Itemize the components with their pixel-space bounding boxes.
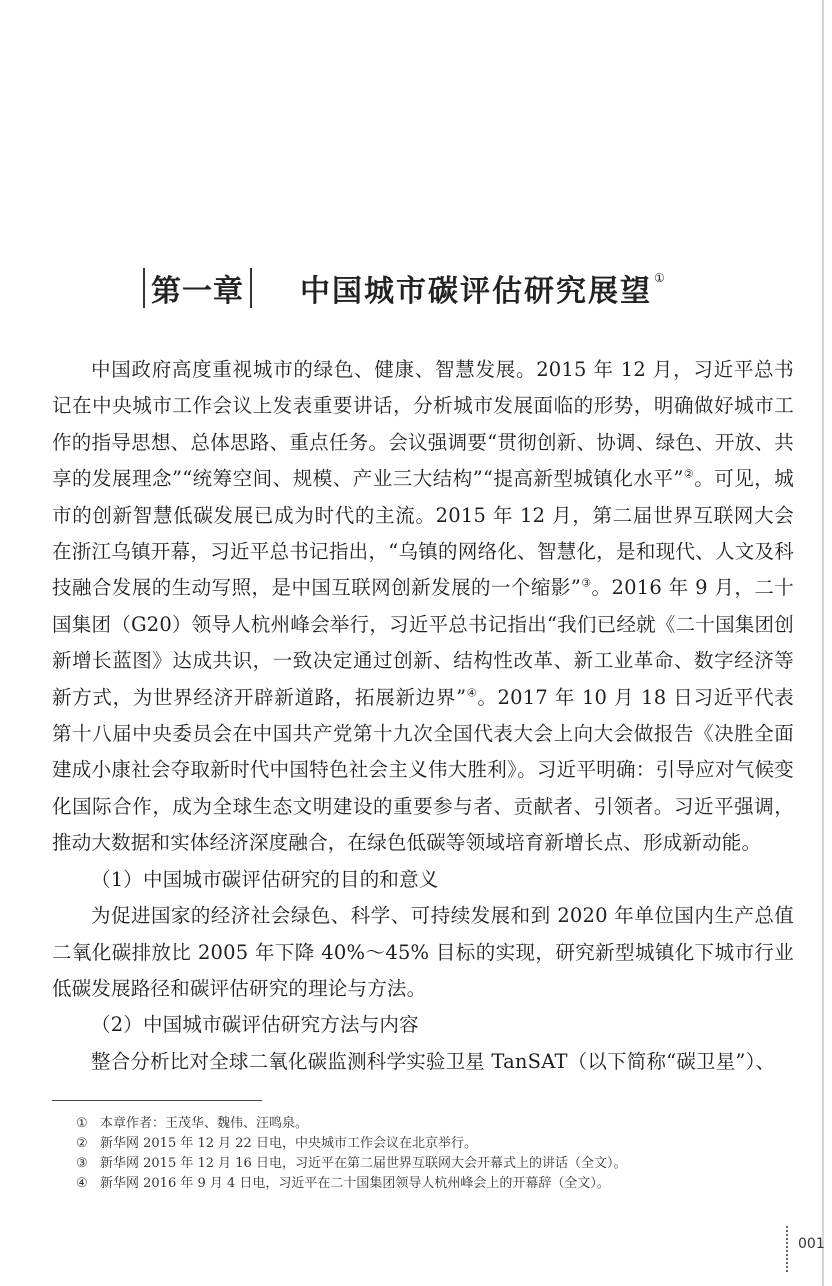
footnote-text: 本章作者：王茂华、魏伟、汪鸣泉。 bbox=[100, 1116, 309, 1131]
chapter-title: 中国城市碳评估研究展望 bbox=[300, 274, 652, 309]
section-2-heading: （2）中国城市碳评估研究方法与内容 bbox=[91, 1013, 419, 1037]
chapter-bar-left bbox=[143, 268, 145, 308]
footnote bbox=[76, 1114, 776, 1134]
footnote-text: 新华网 2015 年 12 月 16 日电，习近平在第二届世界互联网大会开幕式上的讲话（全文）。 bbox=[100, 1156, 627, 1171]
page-number: 001 bbox=[798, 1236, 825, 1252]
footnote bbox=[76, 1154, 776, 1174]
page-number-dots bbox=[786, 1226, 790, 1272]
footnote-ref-2: ② bbox=[683, 467, 695, 481]
chapter-bar-right bbox=[250, 268, 252, 308]
section-1-text: 为促进国家的经济社会绿色、科学、可持续发展和到 2020 年单位国内生产总值二氧化碳排放比 2005 年下降 40%～45% 目标的实现，研究新型城镇化下城市行业低碳发展路径和碳评估研究的理论与方法。 bbox=[52, 904, 794, 1000]
chapter-heading bbox=[143, 262, 763, 314]
paragraph-intro bbox=[52, 352, 794, 862]
footnotes bbox=[76, 1114, 776, 1194]
intro-text-2: 。可见，城市的创新智慧低碳发展已成为时代的主流。2015 年 12 月，第二届世界互联网大会在浙江乌镇开幕，习近平总书记指出，“乌镇的网络化、智慧化，是和现代、人文及科技融合发展的生动写照，是中国互联网创新发展的一个缩影” bbox=[52, 467, 794, 600]
chapter-label: 第一章 bbox=[151, 274, 244, 309]
footnote-ref-4: ④ bbox=[466, 686, 478, 700]
footnote-mark: ② bbox=[76, 1136, 88, 1151]
footnote-mark: ③ bbox=[76, 1156, 88, 1171]
footnote-text: 新华网 2016 年 9 月 4 日电，习近平在二十国集团领导人杭州峰会上的开幕辞（全文）。 bbox=[100, 1176, 610, 1191]
section-2-text: 整合分析比对全球二氧化碳监测科学实验卫星 TanSAT（以下简称“碳卫星”）、 bbox=[91, 1049, 776, 1073]
footnote bbox=[76, 1174, 776, 1194]
footnote-divider bbox=[52, 1100, 262, 1101]
footnote-ref-3: ③ bbox=[580, 576, 592, 590]
footnote-mark: ① bbox=[76, 1116, 88, 1131]
body-text bbox=[52, 352, 794, 1080]
page-edge-rule bbox=[822, 0, 824, 1286]
intro-text-1: 中国政府高度重视城市的绿色、健康、智慧发展。2015 年 12 月，习近平总书记在中央城市工作会议上发表重要讲话，分析城市发展面临的形势，明确做好城市工作的指导思想、总体思路、重点任务。会议强调要“贯彻创新、协调、绿色、开放、共享的发展理念”“统筹空间、规模、产业三大结构”“提高新型城镇化水平” bbox=[52, 358, 794, 491]
intro-text-4: 。2017 年 10 月 18 日习近平代表第十八届中央委员会在中国共产党第十九次全国代表大会上向大会做报告《决胜全面建成小康社会夺取新时代中国特色社会主义伟大胜利》。习近平明确：引导应对气候变化国际合作，成为全球生态文明建设的重要参与者、贡献者、引领者。习近平强调，推动大数据和实体经济深度融合，在绿色低碳等领域培育新增长点、形成新动能。 bbox=[52, 685, 794, 855]
footnote-text: 新华网 2015 年 12 月 22 日电，中央城市工作会议在北京举行。 bbox=[100, 1136, 477, 1151]
chapter-footnote-mark: ① bbox=[654, 271, 665, 285]
section-1-heading: （1）中国城市碳评估研究的目的和意义 bbox=[91, 867, 439, 891]
intro-text-3: 。2016 年 9 月，二十国集团（G20）领导人杭州峰会举行，习近平总书记指出“我们已经就《二十国集团创新增长蓝图》达成共识，一致决定通过创新、结构性改革、新工业革命、数字经济等新方式，为世界经济开辟新道路，拓展新边界” bbox=[52, 576, 795, 709]
footnote-mark: ④ bbox=[76, 1176, 88, 1191]
footnote bbox=[76, 1134, 776, 1154]
